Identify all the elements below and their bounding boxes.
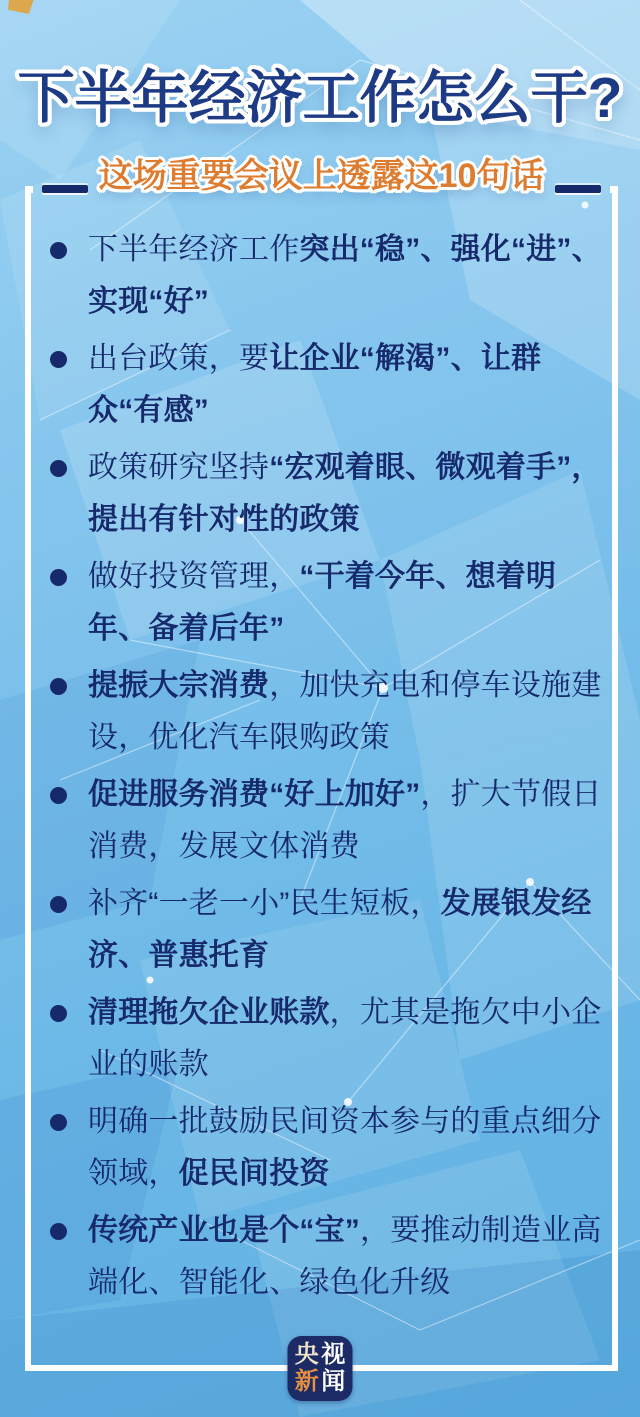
text-segment: 让企业“解渴”、让群众“有感” [88, 342, 542, 427]
bullet-dot-icon [50, 242, 67, 259]
points-list [50, 216, 610, 1314]
text-segment: 政策研究坚持 [88, 451, 270, 484]
text-segment: 提振大宗消费 [88, 669, 270, 702]
text-segment: 做好投资管理， [88, 560, 300, 593]
point-text [88, 224, 603, 328]
bullet-dot-icon [50, 1223, 67, 1240]
logo-char: 新 [294, 1368, 319, 1396]
list-item [50, 224, 610, 328]
page-title: 下半年经济工作怎么干? [17, 66, 623, 130]
frame-right-edge [612, 186, 618, 1371]
text-segment: 补齐“一老一小”民生短板， [88, 887, 441, 920]
text-segment: ，加快充电和停车设施建设，优化汽车限购政策 [88, 669, 602, 754]
text-segment: ，扩大节假日消费，发展文体消费 [88, 778, 602, 863]
point-text [88, 987, 603, 1091]
bullet-dot-icon [50, 896, 67, 913]
subtitle: 这场重要会议上透露这10句话 [98, 156, 545, 195]
point-text [88, 1205, 603, 1309]
subtitle-row [25, 156, 618, 195]
list-item [50, 1096, 610, 1200]
text-segment: 传统产业也是个“宝” [88, 1214, 360, 1247]
subtitle-dash-left [42, 185, 88, 193]
text-segment: 出台政策，要 [88, 342, 270, 375]
text-segment: 明确一批鼓励民间资本参与的重点细分领域， [88, 1105, 602, 1190]
bullet-dot-icon [50, 1005, 67, 1022]
point-text [88, 333, 603, 437]
text-segment: 突出“稳”、强化“进”、实现“好” [88, 233, 602, 318]
text-segment: “干着今年、想着明年、备着后年” [88, 560, 557, 645]
list-item [50, 1205, 610, 1309]
bullet-dot-icon [50, 787, 67, 804]
bullet-dot-icon [50, 569, 67, 586]
text-segment: “宏观着眼、微观着手”，提出有针对性的政策 [88, 451, 602, 536]
list-item [50, 660, 610, 764]
text-segment: ，尤其是拖欠中小企业的账款 [88, 996, 602, 1081]
logo-char: 央 [294, 1340, 319, 1368]
text-segment: 促进服务消费“好上加好” [88, 778, 421, 811]
list-item [50, 333, 610, 437]
text-segment: 促民间投资 [178, 1157, 330, 1190]
frame-left-edge [25, 186, 31, 1371]
list-item [50, 878, 610, 982]
point-text [88, 1096, 603, 1200]
list-item [50, 551, 610, 655]
point-text [88, 769, 603, 873]
list-item [50, 442, 610, 546]
subtitle-dash-right [555, 185, 601, 193]
bullet-dot-icon [50, 460, 67, 477]
text-segment: ，要推动制造业高端化、智能化、绿色化升级 [88, 1214, 602, 1299]
bullet-dot-icon [50, 351, 67, 368]
logo-char: 视 [321, 1340, 346, 1368]
cctv-news-logo-icon [288, 1336, 353, 1401]
point-text [88, 551, 603, 655]
list-item [50, 769, 610, 873]
list-item [50, 987, 610, 1091]
bullet-dot-icon [50, 678, 67, 695]
logo-char: 闻 [321, 1368, 346, 1396]
text-segment: 清理拖欠企业账款 [88, 996, 330, 1029]
bullet-dot-icon [50, 1114, 67, 1131]
text-segment: 发展银发经济、普惠托育 [88, 887, 592, 972]
point-text [88, 442, 603, 546]
point-text [88, 660, 603, 764]
point-text [88, 878, 603, 982]
text-segment: 下半年经济工作 [88, 233, 300, 266]
